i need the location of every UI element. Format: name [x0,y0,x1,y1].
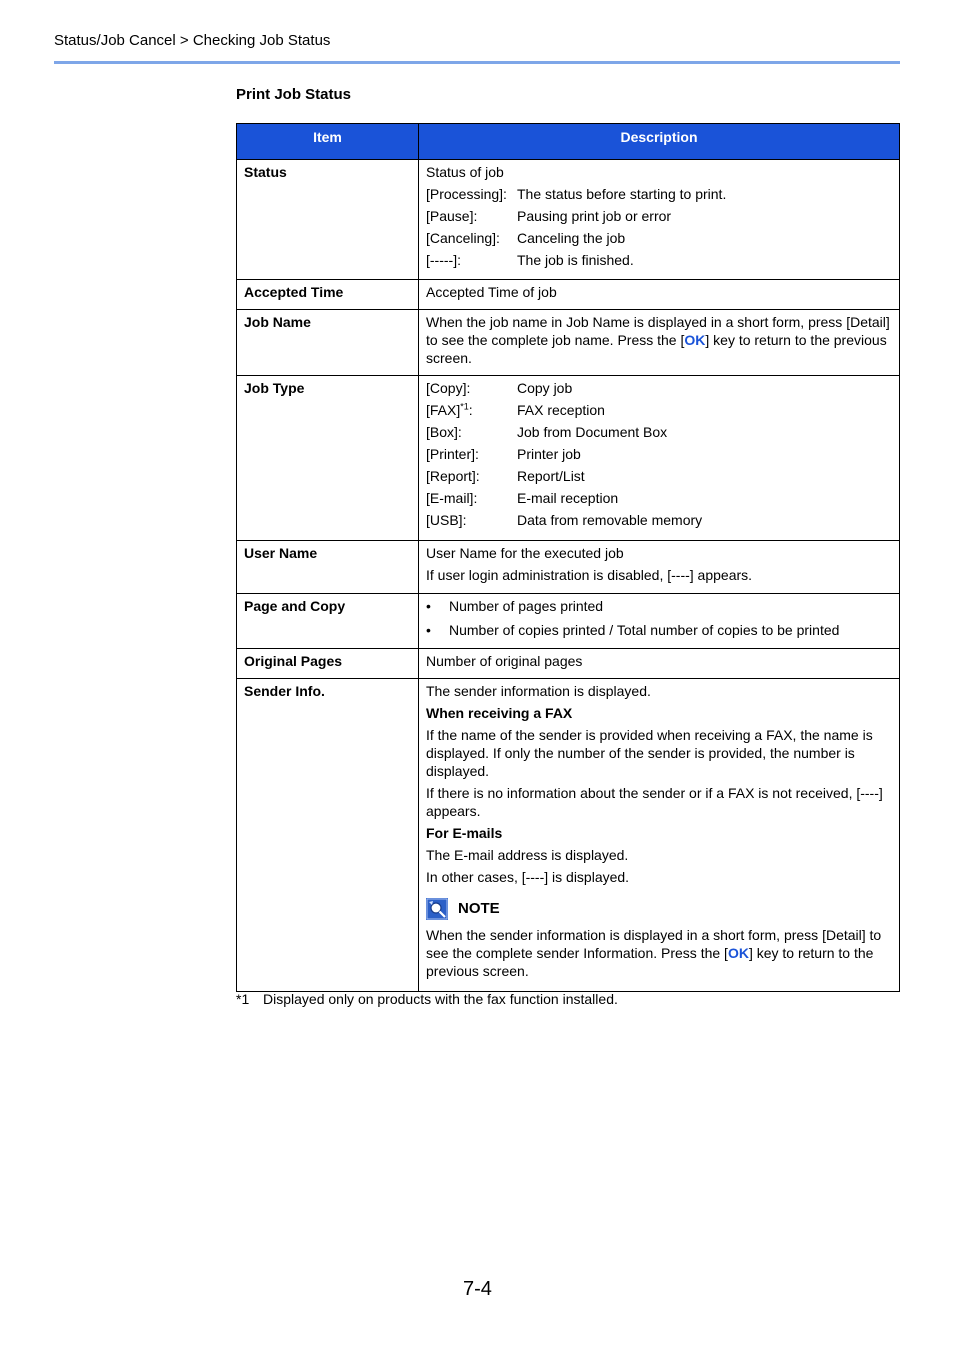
table-row [237,679,900,992]
header-rule [54,61,900,64]
pair-key-colon: : [468,402,473,418]
footnote-ref: *1 [460,401,469,412]
description-original-pages: Number of original pages [419,649,900,679]
status-intro: Status of job [426,164,504,180]
page-number: 7-4 [463,1278,492,1300]
pair-key [426,401,517,419]
desc-text: ] key to return to the previous screen. [426,332,887,366]
bullet-mark: • [426,622,431,638]
pair-value: Data from removable memory [517,512,703,528]
job-type-pair [426,445,892,463]
pair-key: [Canceling]: [426,230,500,246]
pair-value: Report/List [517,468,585,484]
footnote-text: Displayed only on products with the fax function installed. [263,991,618,1007]
ok-key-label: OK [727,945,749,961]
item-original-pages: Original Pages [237,649,419,679]
desc-text: When the job name in Job Name is displayed in a short form, press [Detail] to see the complete job name. Press the [ [426,314,890,348]
fax-paragraph: If there is no information about the sender or if a FAX is not received, [----] appears. [426,785,883,819]
description-user-name [419,541,900,594]
item-status: Status [237,160,419,280]
job-type-pair [426,511,892,529]
column-header-description: Description [419,124,900,160]
table-header-row [237,124,900,160]
desc-text: When the sender information is displayed in a short form, press [Detail] to see the complete sender Information. Press the [ [426,927,882,961]
item-job-name: Job Name [237,310,419,376]
bullet-mark: • [426,598,431,614]
pair-value: Canceling the job [517,230,626,246]
table-row [237,594,900,649]
pair-key: [Processing]: [426,186,507,202]
description-sender-info [419,679,900,992]
pair-key: [-----]: [426,252,461,268]
pair-value: Copy job [517,380,573,396]
status-pair [426,229,892,247]
pair-value: Job from Document Box [517,424,668,440]
pair-key: [Pause]: [426,208,478,224]
pair-value: Pausing print job or error [517,208,672,224]
section-title: Print Job Status [236,86,352,103]
email-paragraph: The E-mail address is displayed. [426,847,629,863]
email-paragraph: In other cases, [----] is displayed. [426,869,630,885]
footnote-mark: *1 [236,991,250,1007]
footnote [236,991,618,1007]
table-row [237,310,900,376]
pair-value: The status before starting to print. [517,186,727,202]
pair-value: E-mail reception [517,490,619,506]
pair-value: FAX reception [517,402,605,418]
job-type-pair [426,379,892,397]
print-job-status-table [236,123,900,992]
ok-key-label: OK [684,332,706,348]
item-job-type: Job Type [237,376,419,541]
bullet-text: Number of pages printed [449,598,604,614]
pair-key: [E-mail]: [426,490,478,506]
description-accepted-time: Accepted Time of job [419,280,900,310]
list-item [426,597,892,615]
table-row [237,649,900,679]
pair-key: [Copy]: [426,380,471,396]
desc-line: User Name for the executed job [426,545,624,561]
status-pair [426,207,892,225]
item-user-name: User Name [237,541,419,594]
item-accepted-time: Accepted Time [237,280,419,310]
description-job-name [419,310,900,376]
pair-key: [USB]: [426,512,467,528]
note-icon [426,898,448,920]
job-type-pair [426,423,892,441]
pair-key-text: [FAX] [426,402,461,418]
job-type-pair [426,401,892,419]
desc-line: If user login administration is disabled, [----] appears. [426,567,753,583]
table-row [237,280,900,310]
description-status [419,160,900,280]
column-header-item: Item [237,124,419,160]
bullet-text: Number of copies printed / Total number of copies to be printed [449,622,840,638]
item-page-and-copy: Page and Copy [237,594,419,649]
list-item [426,621,892,639]
table-row [237,376,900,541]
pair-value: Printer job [517,446,581,462]
status-pair [426,251,892,269]
fax-paragraph: If the name of the sender is provided when receiving a FAX, the name is displayed. If only the number of the sender is provided, the number is displayed. [426,727,873,779]
desc-text: ] key to return to the previous screen. [426,945,874,979]
sender-intro: The sender information is displayed. [426,683,651,699]
note-heading [426,898,892,920]
pair-key: [Report]: [426,468,480,484]
description-page-and-copy [419,594,900,649]
fax-heading: When receiving a FAX [426,705,573,721]
status-pair [426,185,892,203]
pair-value: The job is finished. [517,252,634,268]
note-text [426,926,892,980]
job-type-pair [426,467,892,485]
note-title: NOTE [458,900,500,917]
description-job-type [419,376,900,541]
job-type-pair [426,489,892,507]
table-row [237,541,900,594]
email-heading: For E-mails [426,825,503,841]
pair-key: [Printer]: [426,446,479,462]
pair-key: [Box]: [426,424,462,440]
table-row [237,160,900,280]
breadcrumb: Status/Job Cancel > Checking Job Status [54,32,331,49]
item-sender-info: Sender Info. [237,679,419,992]
